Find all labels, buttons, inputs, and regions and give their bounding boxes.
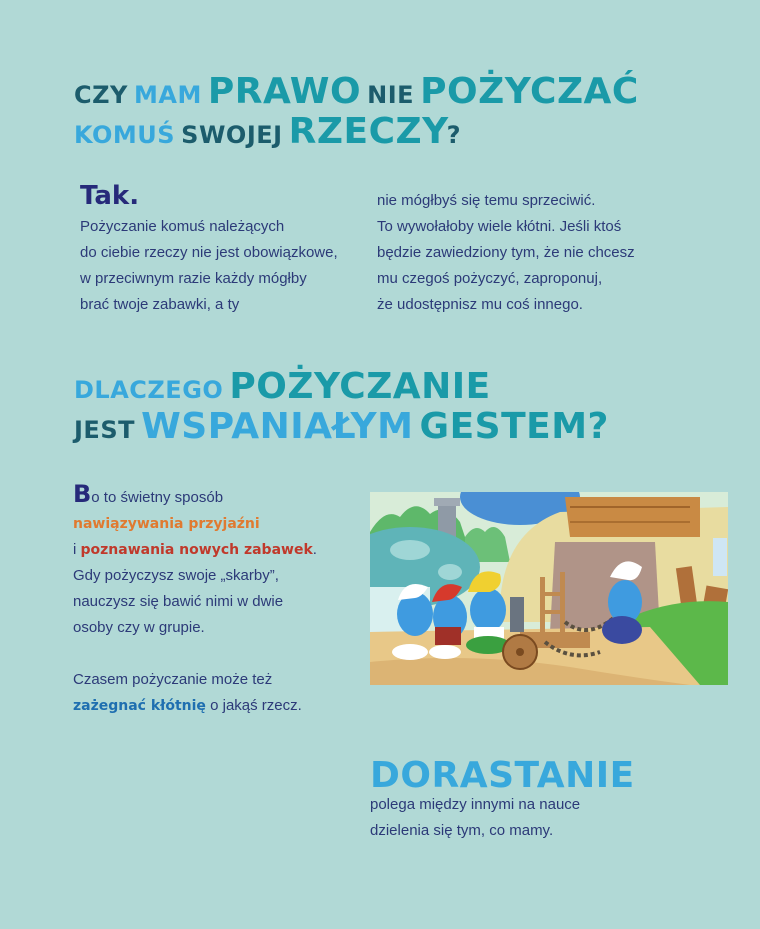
smurfs-illustration — [370, 492, 728, 685]
heading-word: WSPANIAŁYM — [141, 406, 414, 447]
text-line: dzielenia się tym, co mamy. — [370, 822, 554, 839]
section1-column2 — [377, 188, 635, 318]
section2-heading-line1 — [74, 366, 491, 407]
section2-body — [73, 482, 317, 719]
highlight-friendship: nawiązywania przyjaźni — [73, 516, 260, 532]
heading-word: PRAWO — [207, 71, 362, 112]
text-line: że udostępnisz mu coś innego. — [377, 296, 583, 313]
text-fragment: o to świetny sposób — [91, 489, 224, 506]
text-line: mu czegoś pożyczyć, zaproponuj, — [377, 270, 603, 287]
text-fragment: . — [312, 541, 317, 558]
heading-word: NIE — [367, 81, 415, 109]
text-line — [73, 482, 317, 511]
text-line: brać twoje zabawki, a ty — [80, 296, 240, 313]
text-line: Gdy pożyczysz swoje „skarby”, — [73, 567, 279, 584]
heading-word: POŻYCZANIE — [229, 366, 491, 407]
heading-word: KOMUŚ — [74, 121, 176, 149]
heading-word: SWOJEJ — [181, 121, 283, 149]
text-fragment: o jakąś rzecz. — [205, 697, 302, 714]
highlight-new-toys: poznawania nowych zabawek — [80, 542, 313, 558]
text-line: To wywołałoby wiele kłótni. Jeśli ktoś — [377, 218, 622, 235]
heading-word: MAM — [133, 81, 202, 109]
text-fragment: i — [73, 541, 81, 558]
heading-word: JEST — [74, 416, 135, 444]
heading-word: ? — [446, 121, 462, 149]
text-line: do ciebie rzeczy nie jest obowiązkowe, — [80, 244, 338, 261]
highlight-resolve-conflict: zażegnać kłótnię — [73, 698, 206, 714]
heading-word: GESTEM? — [419, 406, 609, 447]
section3-body — [370, 792, 580, 844]
text-line: będzie zawiedziony tym, że nie chcesz — [377, 244, 635, 261]
text-line: Czasem pożyczanie może też — [73, 671, 273, 688]
text-line — [73, 537, 317, 563]
growing-up-title: DORASTANIE — [370, 755, 635, 796]
section1-heading-line2 — [74, 111, 462, 152]
section1-heading-line1 — [74, 71, 639, 112]
heading-word: RZECZY — [288, 111, 449, 152]
section1-column1 — [80, 214, 338, 318]
spacer — [73, 641, 317, 667]
text-line: Pożyczanie komuś należących — [80, 218, 285, 235]
heading-word: DLACZEGO — [74, 376, 224, 404]
heading-word: CZY — [74, 81, 128, 109]
text-line: nauczysz się bawić nimi w dwie — [73, 593, 284, 610]
text-line: nie mógłbyś się temu sprzeciwić. — [377, 192, 596, 209]
text-line: osoby czy w grupie. — [73, 619, 205, 636]
drop-cap: B — [73, 480, 92, 508]
text-line — [73, 693, 317, 719]
heading-word: POŻYCZAĆ — [420, 71, 639, 112]
section2-heading-line2 — [74, 406, 609, 447]
text-line — [73, 511, 317, 537]
answer-tak: Tak. — [80, 181, 140, 211]
text-line: polega między innymi na nauce — [370, 796, 581, 813]
text-line: w przeciwnym razie każdy mógłby — [80, 270, 307, 287]
